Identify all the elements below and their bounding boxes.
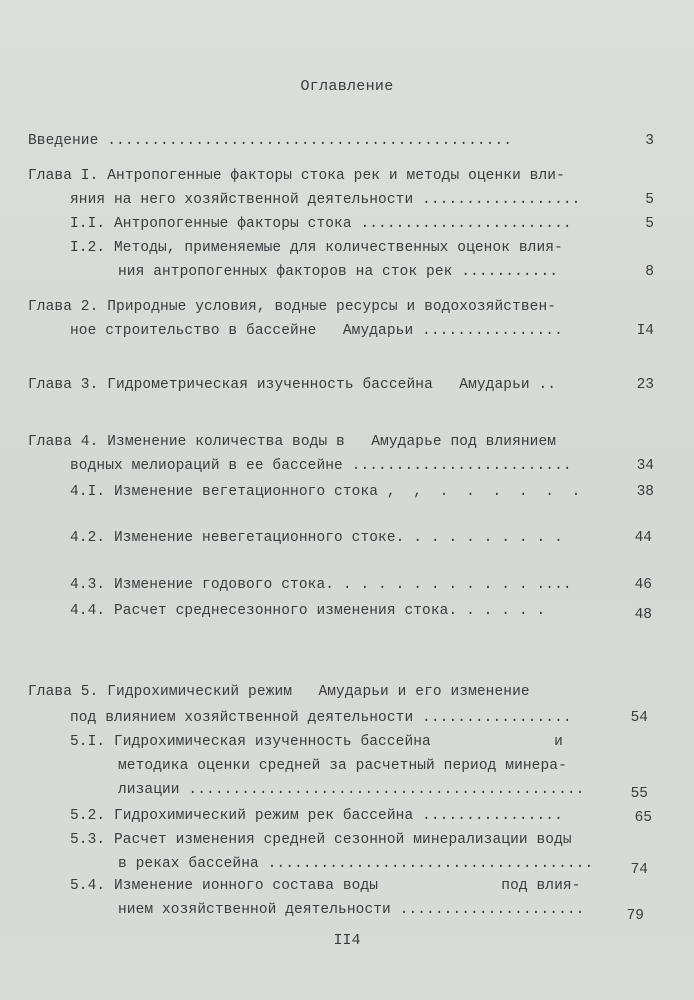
toc-page-section-4-4: 48 bbox=[634, 607, 652, 623]
toc-entry-introduction: Введение .............................................. bbox=[28, 133, 513, 149]
toc-entry-section-5-2: 5.2. Гидрохимический режим рек бассейна ................ bbox=[70, 808, 563, 824]
toc-entry-section-4-4: 4.4. Расчет среднесезонного изменения стока. . . . . . bbox=[70, 603, 546, 619]
toc-entry-chapter-1-line-1: Глава I. Антропогенные факторы стока рек и методы оценки вли- bbox=[28, 168, 565, 184]
toc-page-section-4-3: 46 bbox=[634, 577, 652, 593]
toc-page-section-5-4: 79 bbox=[626, 908, 644, 924]
toc-page-chapter-5: 54 bbox=[630, 710, 648, 726]
toc-entry-section-5-1-line-3: лизации ............................................. bbox=[118, 782, 585, 798]
toc-entry-chapter-2-line-1: Глава 2. Природные условия, водные ресурсы и водохозяйствен- bbox=[28, 299, 557, 315]
toc-entry-section-5-4-line-1: 5.4. Изменение ионного состава воды под влия- bbox=[70, 878, 581, 894]
toc-page-section-5-3: 74 bbox=[630, 862, 648, 878]
toc-entry-chapter-3: Глава 3. Гидрометрическая изученность бассейна Амударьи .. bbox=[28, 377, 557, 393]
toc-entry-chapter-4-line-2: водных мелиораций в ее бассейне ......................... bbox=[70, 458, 572, 474]
toc-page-section-1-1: 5 bbox=[645, 216, 654, 232]
toc-entry-chapter-5-line-1: Глава 5. Гидрохимический режим Амударьи и его изменение bbox=[28, 684, 530, 700]
toc-entry-section-4-2: 4.2. Изменение невегетационного стоке. . . . . . . . . . bbox=[70, 530, 563, 546]
toc-page-chapter-1: 5 bbox=[645, 192, 654, 208]
toc-page-section-5-2: 65 bbox=[634, 810, 652, 826]
toc-entry-chapter-1-line-2: яния на него хозяйственной деятельности .................. bbox=[70, 192, 581, 208]
toc-entry-chapter-2-line-2: ное строительство в бассейне Амударьи ................ bbox=[70, 323, 563, 339]
toc-entry-section-4-3: 4.3. Изменение годового стока. . . . . . . . . . . . .... bbox=[70, 577, 572, 593]
toc-entry-section-5-3-line-2: в реках бассейна ..................................... bbox=[118, 856, 594, 872]
toc-entry-section-5-1-line-1: 5.I. Гидрохимическая изученность бассейна и bbox=[70, 734, 563, 750]
toc-entry-section-5-3-line-1: 5.3. Расчет изменения средней сезонной минерализации воды bbox=[70, 832, 572, 848]
toc-entry-chapter-4-line-1: Глава 4. Изменение количества воды в Амударье под влиянием bbox=[28, 434, 557, 450]
toc-entry-section-1-1: I.I. Антропогенные факторы стока ........................ bbox=[70, 216, 572, 232]
toc-page-chapter-2: I4 bbox=[636, 323, 654, 339]
toc-page-section-4-2: 44 bbox=[634, 530, 652, 546]
toc-entry-section-5-1-line-2: методика оценки средней за расчетный период минера- bbox=[118, 758, 567, 774]
toc-entry-section-4-1: 4.I. Изменение вегетационного стока , , . . . . . . bbox=[70, 484, 581, 500]
toc-page-introduction: 3 bbox=[645, 133, 654, 149]
toc-entry-chapter-5-line-2: под влиянием хозяйственной деятельности ................. bbox=[70, 710, 572, 726]
toc-page-chapter-4: 34 bbox=[636, 458, 654, 474]
toc-page-chapter-3: 23 bbox=[636, 377, 654, 393]
page-number: II4 bbox=[333, 932, 361, 949]
toc-entry-section-1-2-line-2: ния антропогенных факторов на сток рек ........... bbox=[118, 264, 559, 280]
toc-entry-section-1-2-line-1: I.2. Методы, применяемые для количественных оценок влия- bbox=[70, 240, 563, 256]
toc-page-section-5-1: 55 bbox=[630, 786, 648, 802]
toc-page-section-4-1: 38 bbox=[636, 484, 654, 500]
toc-entry-section-5-4-line-2: нием хозяйственной деятельности ..................... bbox=[118, 902, 585, 918]
toc-page-section-1-2: 8 bbox=[645, 264, 654, 280]
page-title: Оглавление bbox=[300, 78, 394, 95]
